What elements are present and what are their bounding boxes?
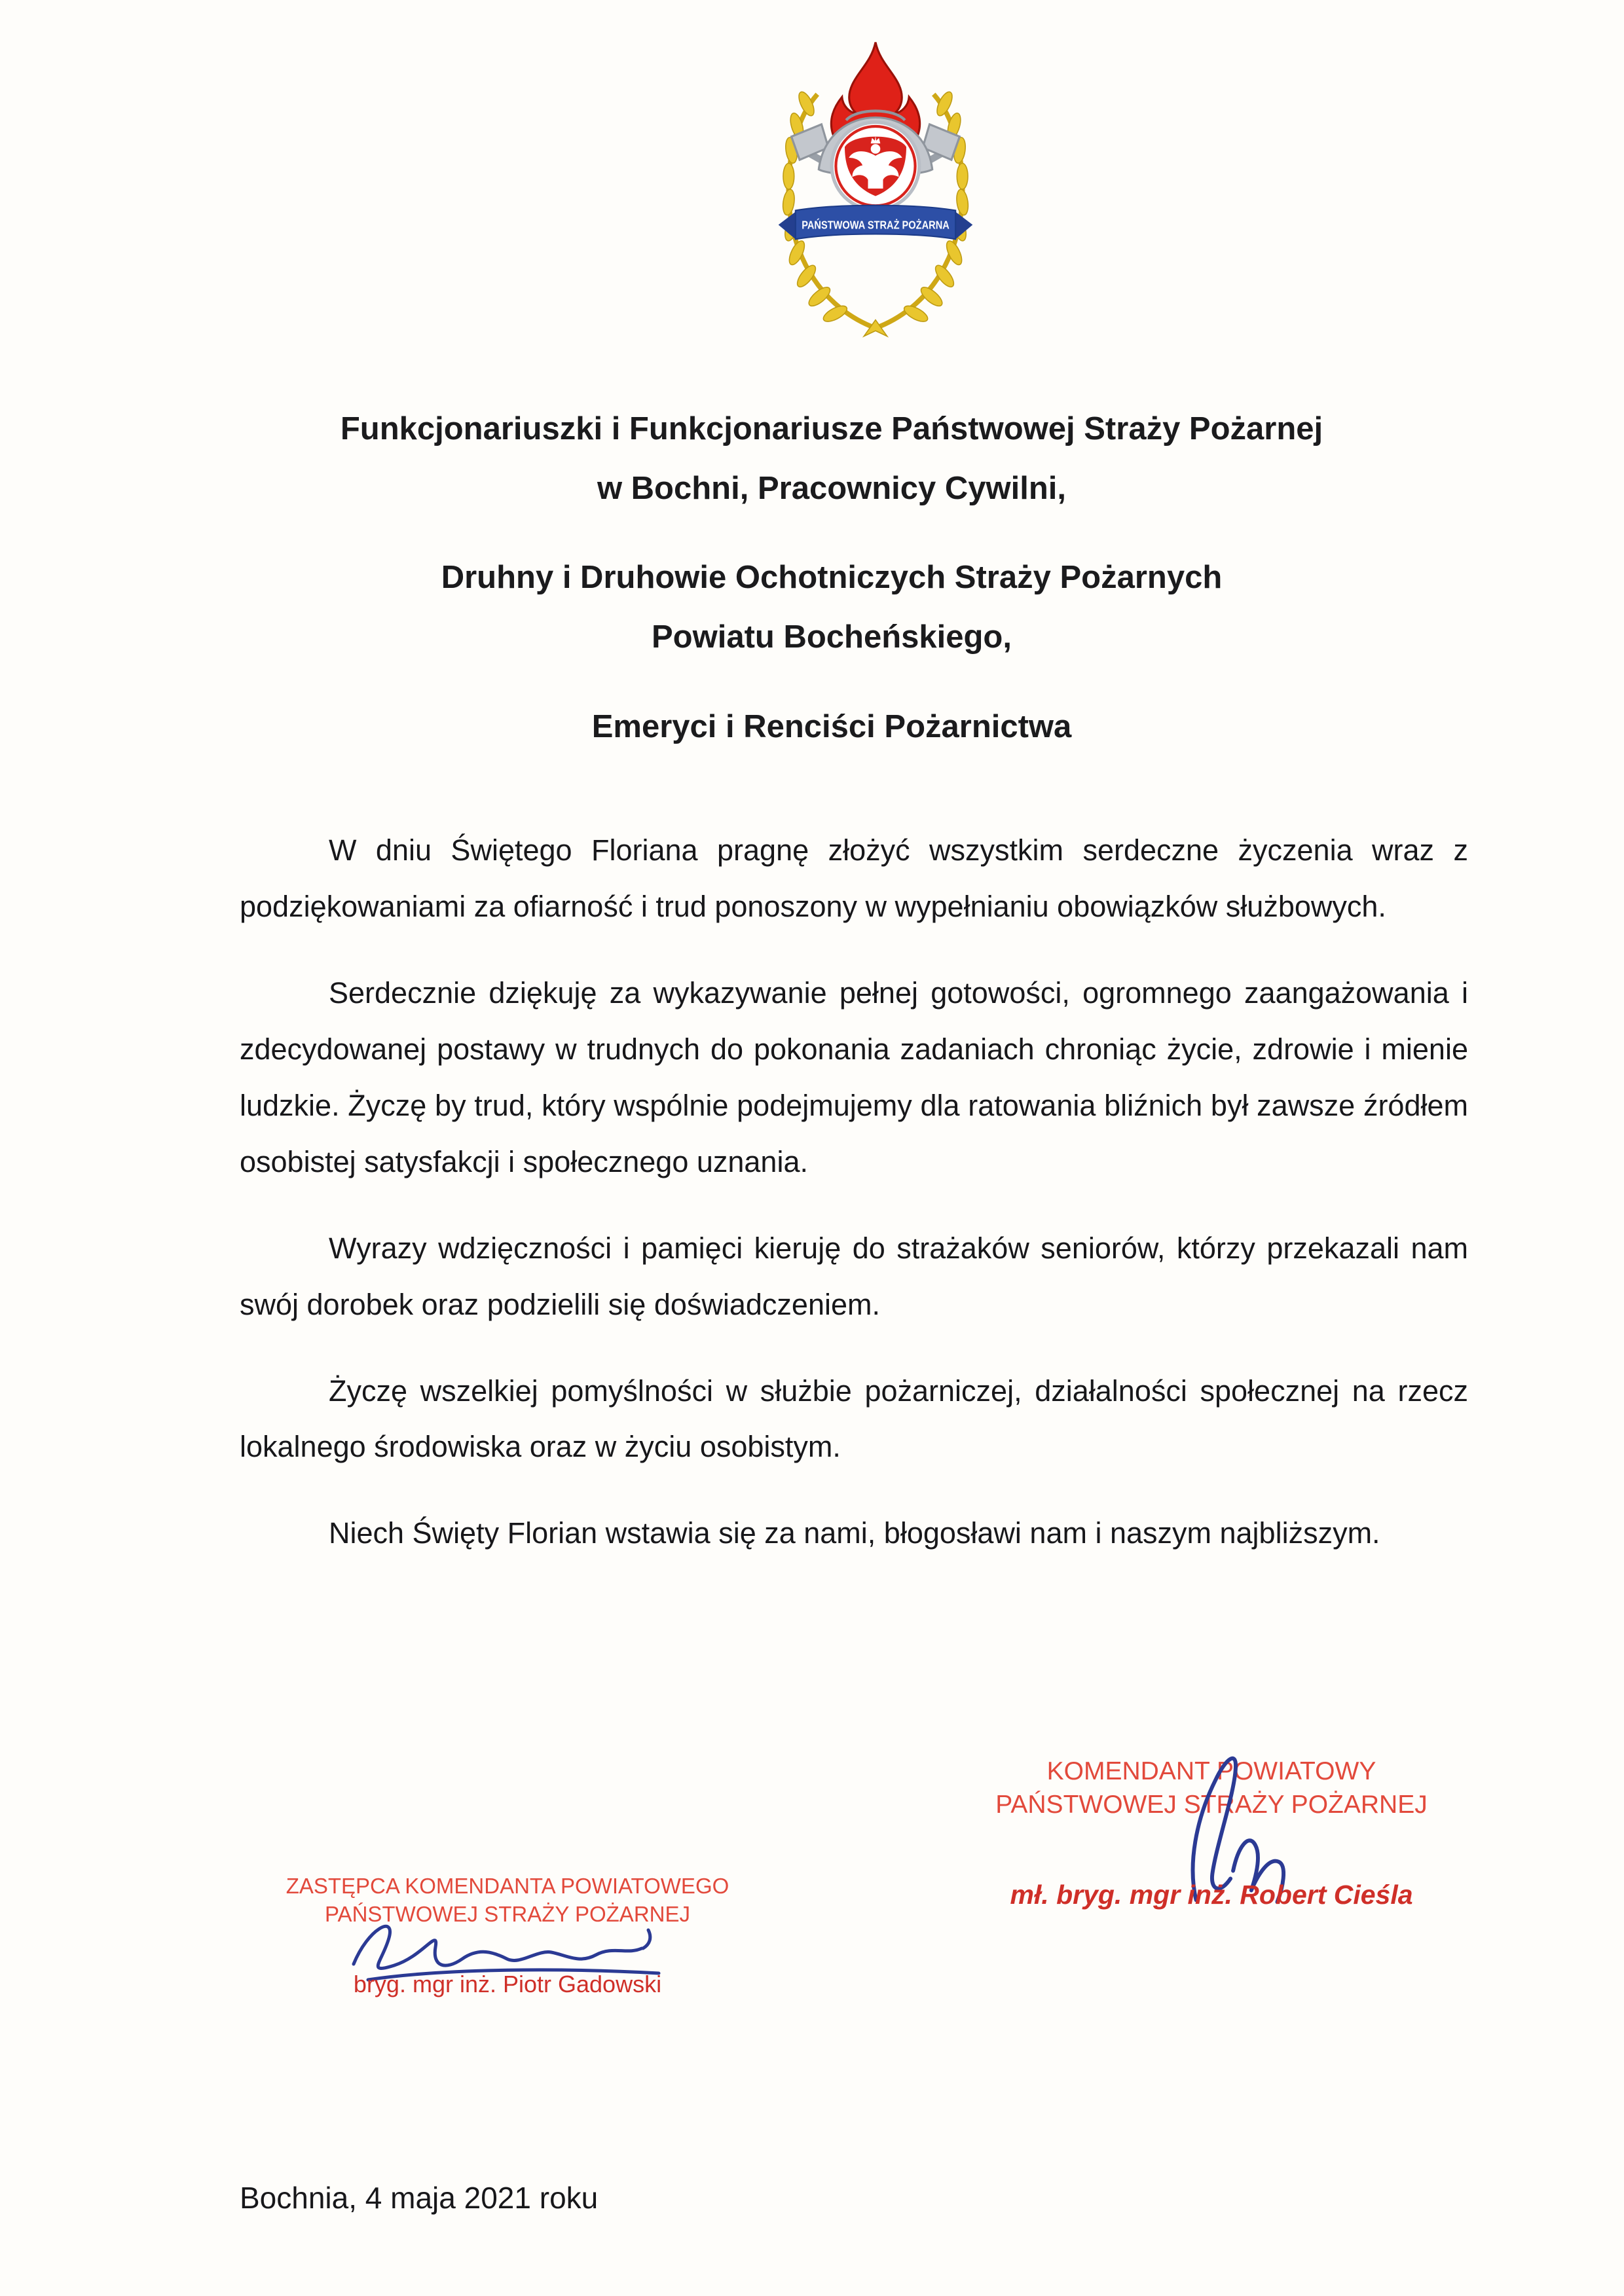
salutation-line: Funkcjonariuszki i Funkcjonariusze Państwowej Straży Pożarnej [340, 411, 1323, 446]
salutation-line: Druhny i Druhowie Ochotniczych Straży Pożarnych [441, 560, 1223, 596]
date-line: Bochnia, 4 maja 2021 roku [240, 2181, 599, 2215]
signature-name: mł. bryg. mgr inż. Robert Cieśla [1010, 1879, 1413, 1910]
signature-block-left [282, 1872, 733, 2016]
letter-body [240, 822, 1468, 1592]
signature-title-line: PAŃSTWOWEJ STRAŻY POŻARNEJ [325, 1901, 690, 1926]
banner-text: PAŃSTWOWA STRAŻ POŻARNA [802, 218, 982, 232]
paragraph: Serdecznie dziękuję za wykazywanie pełnej gotowości, ogromnego zaangażowania i zdecydowanej postawy w trudnych do pokonania zadaniach chroniąc życie, zdrowie i mienie ludzkie. Życzę by trud, który wspólnie podejmujemy dla ratowania bliźnich był zawsze źródłem osobistej satysfakcji i społecznego uznania. [240, 975, 1468, 1178]
signature-title-line: PAŃSTWOWEJ STRAŻY POŻARNEJ [995, 1791, 1428, 1819]
paragraph: W dniu Świętego Floriana pragnę złożyć wszystkim serdeczne życzenia wraz z podziękowaniami za ofiarność i trud ponoszony w wypełnianiu obowiązków służbowych. [240, 833, 1468, 923]
paragraph: Życzę wszelkiej pomyślności w służbie pożarniczej, działalności społecznej na rzecz lokalnego środowiska oraz w życiu osobistym. [240, 1374, 1468, 1464]
salutation-heading [79, 399, 1585, 786]
signature-title-line: ZASTĘPCA KOMENDANTA POWIATOWEGO [286, 1874, 729, 1898]
psp-logo [754, 34, 997, 342]
salutation-line: w Bochni, Pracownicy Cywilni, [597, 470, 1067, 506]
salutation-line: Emeryci i Renciści Pożarnictwa [591, 708, 1072, 744]
salutation-group-3 [79, 697, 1585, 757]
paragraph: Niech Święty Florian wstawia się za nami, błogosławi nam i naszym najbliższym. [329, 1516, 1380, 1550]
banner-ribbon [779, 206, 982, 240]
paragraph: Wyrazy wdzięczności i pamięci kieruję do strażaków seniorów, którzy przekazali nam swój dorobek oraz podzielili się doświadczeniem. [240, 1231, 1468, 1321]
signature-block-right [995, 1755, 1428, 1910]
signature-title-line: KOMENDANT POWIATOWY [1046, 1757, 1376, 1785]
salutation-line: Powiatu Bocheńskiego, [652, 619, 1012, 655]
salutation-group-1 [79, 399, 1585, 518]
salutation-group-2 [79, 548, 1585, 666]
signature-name: bryg. mgr inż. Piotr Gadowski [353, 1971, 662, 1997]
eagle-emblem-icon [832, 122, 919, 210]
